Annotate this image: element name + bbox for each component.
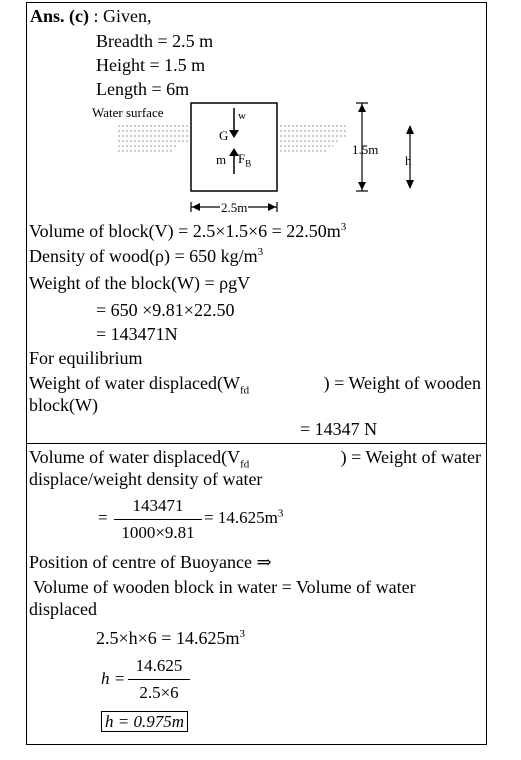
fraction2-lhs: h =	[101, 669, 126, 688]
fraction1-result: = $14.625m^3$	[204, 507, 284, 527]
fraction2-numerator: 14.625	[135, 656, 183, 675]
vol-water-line-2: displaced	[29, 599, 97, 619]
given-label: : Given,	[89, 6, 152, 26]
weight-line: Weight of the block(W) = ρgV	[29, 273, 251, 293]
metacentre-label: m	[216, 152, 227, 167]
water-hatch-left	[118, 126, 188, 151]
fraction2	[128, 656, 190, 703]
water-hatch-right	[280, 126, 346, 151]
buoyancy-line: Position of centre of Buoyance ⇒	[29, 552, 272, 572]
weight-label: w	[238, 110, 246, 122]
height-dimension-label: 1.5m	[352, 142, 379, 157]
fraction1-denominator: 1000×9.81	[121, 523, 195, 542]
wfd-line: Weight of water $displaced(W_{fd}$ ) = Weight of wooden	[29, 373, 481, 397]
buoyancy-force-label: $F_B$	[238, 151, 252, 169]
given-length: Length = 6m	[96, 79, 190, 99]
weight-result-line: = 143471N	[96, 324, 178, 344]
fraction1-equals: =	[98, 508, 108, 527]
final-answer: h = 0.975m	[101, 712, 188, 732]
width-dimension-label: 2.5m	[221, 200, 248, 215]
answer-label: Ans. (c)	[30, 6, 89, 26]
h-dimension-label: h	[405, 153, 412, 168]
wfd-value: = 14347 N	[300, 419, 378, 439]
given-height: Height = 1.5 m	[96, 55, 206, 75]
h-equation-line: $2.5\times h\times 6 = 14.625m^3$	[96, 628, 245, 648]
wfd-line-2: block(W)	[29, 395, 98, 415]
fraction2-denominator: 2.5×6	[139, 683, 179, 702]
vol-water-line: Volume of wooden block in water = Volume of water	[33, 577, 416, 597]
density-line: Density of wood(ρ) = 650 $kg/m^3$	[29, 246, 264, 266]
equilibrium-line: For equilibrium	[29, 348, 143, 368]
vfd-line: Volume of water $displaced(V_{fd}$ ) = Weight of water	[29, 447, 481, 471]
water-surface-label: Water surface	[92, 105, 164, 120]
fraction1-numerator: 143471	[132, 496, 184, 515]
volume-block-line: Volume of block(V) = $2.5\times 1.5\times 6 = 22.50m^3$	[29, 221, 347, 241]
answer-header	[30, 5, 152, 27]
weight-calc-line: = 650 ×9.81×22.50	[96, 300, 235, 320]
given-breadth: Breadth = 2.5 m	[96, 31, 214, 51]
vfd-line-2: displace/weight density of water	[29, 469, 263, 489]
centre-of-gravity-label: G	[219, 128, 229, 143]
fraction1	[114, 496, 202, 543]
